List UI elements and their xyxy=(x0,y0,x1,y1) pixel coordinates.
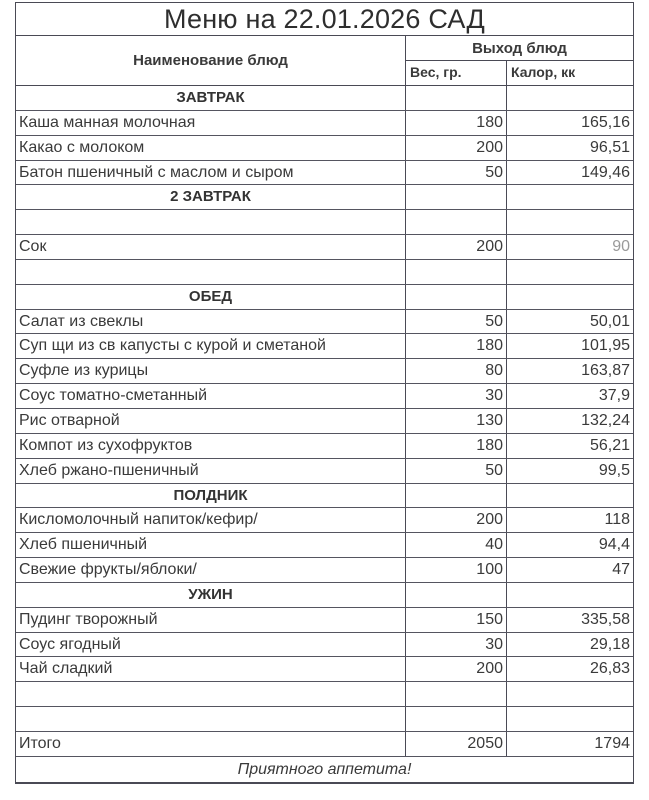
dish-weight xyxy=(406,707,507,731)
empty-row xyxy=(16,260,633,285)
dish-calories: 94,4 xyxy=(598,536,630,554)
table-row xyxy=(16,359,633,384)
dish-weight: 30 xyxy=(406,633,507,657)
table-row xyxy=(16,633,633,658)
dish-calories: 56,21 xyxy=(589,436,630,454)
header-dish-name: Наименование блюд xyxy=(16,36,406,85)
table-row xyxy=(16,459,633,484)
dish-calories xyxy=(507,484,633,508)
dish-calories: 90 xyxy=(612,238,630,256)
table-header xyxy=(16,36,633,86)
dish-calories xyxy=(507,583,633,607)
dish-name: Чай сладкий xyxy=(16,657,406,681)
table-row xyxy=(16,608,633,633)
table-row xyxy=(16,657,633,682)
table-row xyxy=(16,136,633,161)
section-title: УЖИН xyxy=(16,583,406,607)
dish-name: Суфле из курицы xyxy=(16,359,406,383)
dish-weight: 50 xyxy=(406,459,507,483)
dish-calories xyxy=(507,707,633,731)
dish-name: Салат из свеклы xyxy=(16,310,406,334)
dish-weight: 2050 xyxy=(406,732,507,756)
dish-weight: 130 xyxy=(406,409,507,433)
menu-sheet xyxy=(15,2,634,784)
dish-weight xyxy=(406,260,507,284)
dish-calories xyxy=(507,185,633,209)
dish-calories: 118 xyxy=(604,511,630,529)
dish-calories: 165,16 xyxy=(581,113,630,131)
dish-calories: 29,18 xyxy=(589,635,630,653)
dish-calories: 50,01 xyxy=(589,312,630,330)
dish-name: Соус ягодный xyxy=(16,633,406,657)
dish-calories xyxy=(507,285,633,309)
section-row xyxy=(16,583,633,608)
dish-weight xyxy=(406,86,507,110)
dish-name: Свежие фрукты/яблоки/ xyxy=(16,558,406,582)
table-row xyxy=(16,533,633,558)
dish-weight: 180 xyxy=(406,434,507,458)
empty-row xyxy=(16,707,633,732)
dish-weight: 50 xyxy=(406,310,507,334)
dish-weight xyxy=(406,583,507,607)
dish-name: Пудинг творожный xyxy=(16,608,406,632)
table-row xyxy=(16,235,633,260)
dish-name xyxy=(16,260,406,284)
dish-name xyxy=(16,210,406,234)
table-row xyxy=(16,334,633,359)
dish-calories: 335,58 xyxy=(581,610,630,628)
dish-calories xyxy=(507,210,633,234)
total-row xyxy=(16,732,633,757)
dish-name: Кисломолочный напиток/кефир/ xyxy=(16,508,406,532)
dish-name: Каша манная молочная xyxy=(16,111,406,135)
dish-weight xyxy=(406,484,507,508)
dish-weight: 30 xyxy=(406,384,507,408)
dish-name: Хлеб пшеничный xyxy=(16,533,406,557)
dish-weight xyxy=(406,682,507,706)
empty-row xyxy=(16,682,633,707)
dish-weight: 40 xyxy=(406,533,507,557)
dish-calories: 149,46 xyxy=(581,163,630,181)
dish-name: Компот из сухофруктов xyxy=(16,434,406,458)
table-row xyxy=(16,111,633,136)
dish-weight xyxy=(406,210,507,234)
table-row xyxy=(16,409,633,434)
dish-name: Суп щи из св капусты с курой и сметаной xyxy=(16,334,406,358)
empty-row xyxy=(16,210,633,235)
dish-calories: 47 xyxy=(612,561,630,579)
header-weight: Вес, гр. xyxy=(406,61,507,85)
dish-calories: 163,87 xyxy=(581,362,630,380)
header-yield-group xyxy=(406,36,633,85)
dish-weight: 180 xyxy=(406,111,507,135)
dish-name: Сок xyxy=(16,235,406,259)
dish-calories: 1794 xyxy=(594,734,630,752)
dish-calories xyxy=(507,86,633,110)
dish-weight: 100 xyxy=(406,558,507,582)
section-title: ЗАВТРАК xyxy=(16,86,406,110)
section-row xyxy=(16,285,633,310)
dish-weight: 200 xyxy=(406,508,507,532)
dish-name: Батон пшеничный с маслом и сыром xyxy=(16,161,406,185)
footer-greeting: Приятного аппетита! xyxy=(237,760,412,778)
table-row xyxy=(16,161,633,186)
dish-calories: 101,95 xyxy=(581,337,630,355)
page-title: Меню на 22.01.2026 САД xyxy=(16,3,633,36)
dish-calories: 37,9 xyxy=(598,387,630,405)
section-row xyxy=(16,484,633,509)
dish-weight xyxy=(406,285,507,309)
dish-name: Итого xyxy=(16,732,406,756)
dish-weight: 80 xyxy=(406,359,507,383)
header-calories: Калор, кк xyxy=(511,64,576,80)
dish-weight: 200 xyxy=(406,235,507,259)
dish-calories xyxy=(507,682,633,706)
section-title: ПОЛДНИК xyxy=(16,484,406,508)
section-row xyxy=(16,86,633,111)
dish-weight: 150 xyxy=(406,608,507,632)
dish-name: Рис отварной xyxy=(16,409,406,433)
menu-table-body xyxy=(16,86,633,757)
dish-calories: 99,5 xyxy=(598,461,630,479)
dish-weight: 180 xyxy=(406,334,507,358)
dish-weight: 50 xyxy=(406,161,507,185)
dish-calories: 132,24 xyxy=(581,411,630,429)
table-row xyxy=(16,508,633,533)
dish-calories: 26,83 xyxy=(589,660,630,678)
table-row xyxy=(16,310,633,335)
dish-name: Какао с молоком xyxy=(16,136,406,160)
dish-weight xyxy=(406,185,507,209)
dish-name xyxy=(16,707,406,731)
dish-calories: 96,51 xyxy=(589,138,630,156)
dish-calories xyxy=(507,260,633,284)
table-row xyxy=(16,434,633,459)
table-row xyxy=(16,384,633,409)
section-title: 2 ЗАВТРАК xyxy=(16,185,406,209)
table-row xyxy=(16,558,633,583)
section-title: ОБЕД xyxy=(16,285,406,309)
dish-name: Соус томатно-сметанный xyxy=(16,384,406,408)
dish-weight: 200 xyxy=(406,657,507,681)
section-row xyxy=(16,185,633,210)
dish-name xyxy=(16,682,406,706)
dish-name: Хлеб ржано-пшеничный xyxy=(16,459,406,483)
header-yield: Выход блюд xyxy=(406,36,633,61)
dish-weight: 200 xyxy=(406,136,507,160)
